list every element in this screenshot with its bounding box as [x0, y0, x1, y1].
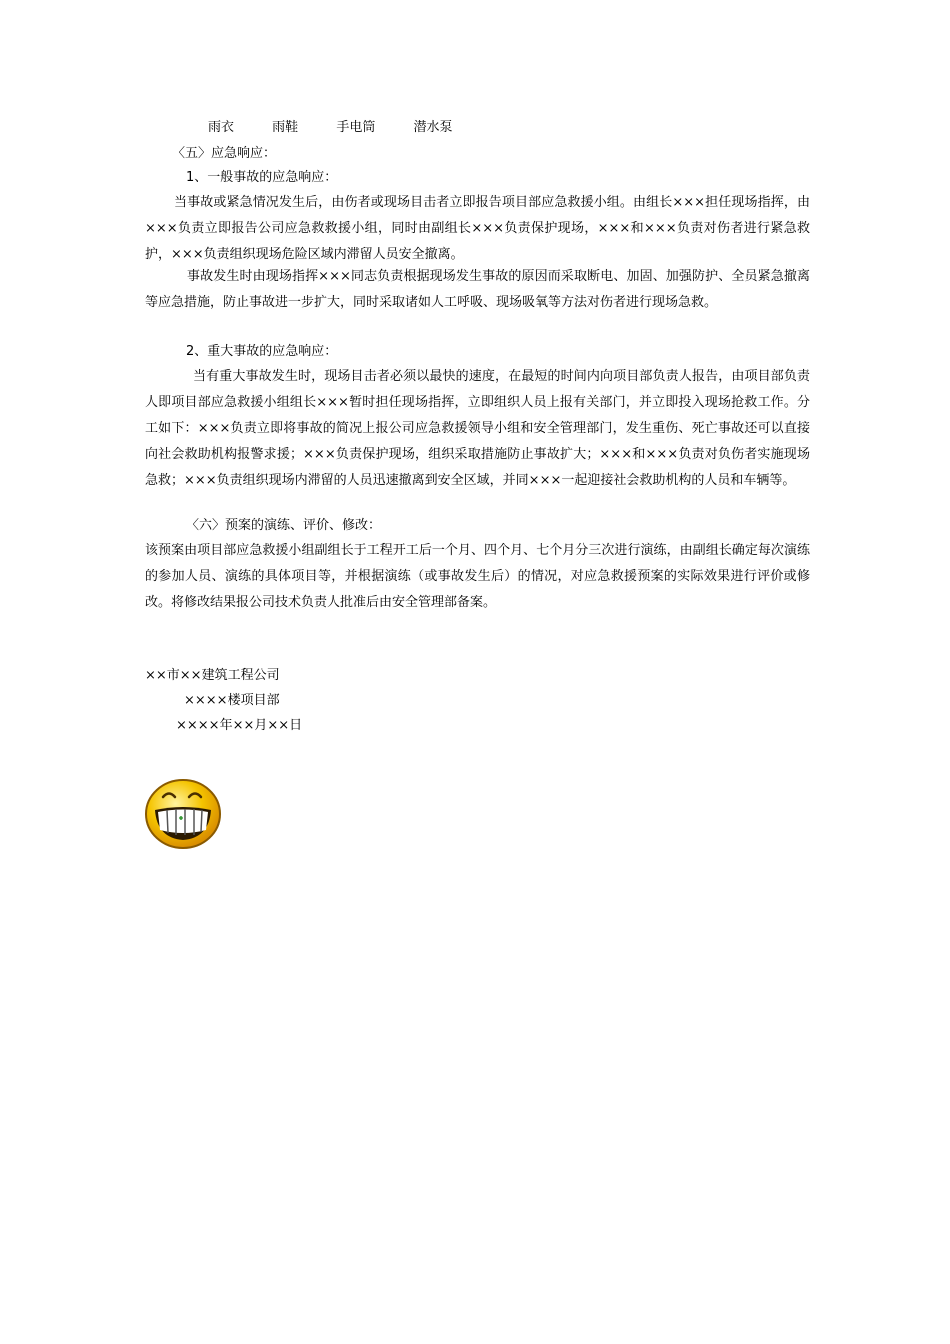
signature-date: ××××年××月××日	[176, 718, 303, 733]
equipment-item: 雨鞋	[272, 120, 299, 135]
signature-department: ××××楼项目部	[184, 693, 280, 708]
sub1-paragraph-1: 当事故或紧急情况发生后，由伤者或现场目击者立即报告项目部应急救援小组。由组长×××担任现场指挥，由×××负责立即报告公司应急救救援小组，同时由副组长×××负责保护现场，×××和×××负责对伤者进行紧急救护，×××负责组织现场危险区域内滞留人员安全撤离。	[145, 195, 810, 262]
grinning-smiley-icon	[143, 778, 223, 850]
equipment-item: 潜水泵	[413, 120, 453, 135]
section6-paragraph: 该预案由项目部应急救援小组副组长于工程开工后一个月、四个月、七个月分三次进行演练，由副组长确定每次演练的参加人员、演练的具体项目等，并根据演练（或事故发生后）的情况，对应急救援预案的实际效果进行评价或修改。将修改结果报公司技术负责人批准后由安全管理部备案。	[145, 543, 810, 610]
sub1-paragraph-2: 事故发生时由现场指挥×××同志负责根据现场发生事故的原因而采取断电、加固、加强防护、全员紧急撤离等应急措施，防止事故进一步扩大，同时采取诸如人工呼吸、现场吸氧等方法对伤者进行现场急救。	[145, 269, 810, 310]
section6-heading: 〈六〉预案的演练、评价、修改：	[186, 518, 382, 533]
equipment-list	[208, 119, 486, 137]
sub2-heading: 2、重大事故的应急响应：	[186, 344, 338, 359]
section5-heading: 〈五〉应急响应：	[172, 146, 277, 161]
equipment-item: 手电筒	[336, 120, 376, 135]
sub2-paragraph: 当有重大事故发生时，现场目击者必须以最快的速度，在最短的时间内向项目部负责人报告，由项目部负责人即项目部应急救援小组组长×××暂时担任现场指挥，立即组织人员上报有关部门，并立即投入现场抢救工作。分工如下：×××负责立即将事故的简况上报公司应急救援领导小组和安全管理部门，发生重伤、死亡事故还可以直接向社会救助机构报警求援；×××负责保护现场，组织采取措施防止事故扩大；×××和×××负责对负伤者实施现场急救；×××负责组织现场内滞留的人员迅速撤离到安全区域，并同×××一起迎接社会救助机构的人员和车辆等。	[145, 369, 810, 488]
sub1-heading: 1、一般事故的应急响应：	[186, 170, 338, 185]
equipment-item: 雨衣	[208, 120, 235, 135]
signature-company: ××市××建筑工程公司	[145, 668, 280, 683]
